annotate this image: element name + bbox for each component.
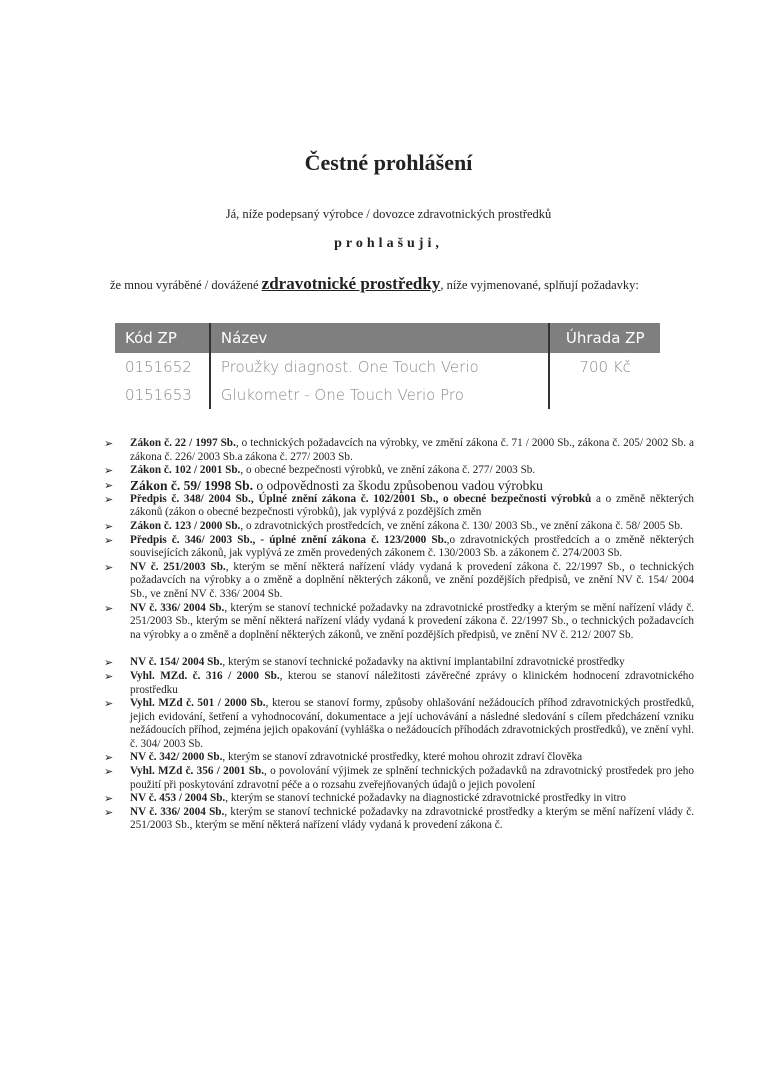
table-row xyxy=(115,381,660,409)
header-code: Kód ZP xyxy=(115,323,210,353)
arrow-bullet-icon: ➢ xyxy=(104,751,114,765)
list-item xyxy=(104,792,694,806)
law-text: , kterým se stanoví zdravotnické prostředky, které mohou ohrozit zdraví člověka xyxy=(222,751,583,764)
row-name: Proužky diagnost. One Touch Verio xyxy=(210,353,549,381)
law-text: , o povolování výjimek ze splnění technických požadavků na zdravotnický prostředek pro jeho použití při poskytování zdravotní péče a o rozsahu zveřejňovaných údajů o jejich povolení xyxy=(130,765,694,791)
arrow-bullet-icon: ➢ xyxy=(104,533,114,547)
intro-suffix: , níže vyjmenované, splňují požadavky: xyxy=(440,278,639,292)
list-item xyxy=(104,493,694,520)
law-title: NV č. 453 / 2004 Sb. xyxy=(130,792,226,805)
law-text: , kterým se stanoví technické požadavky na diagnostické zdravotnické prostředky in vitro xyxy=(225,792,626,805)
list-item xyxy=(104,670,694,697)
law-title: NV č. 154/ 2004 Sb. xyxy=(130,656,223,669)
product-table xyxy=(115,323,660,409)
law-title: Zákon č. 59/ 1998 Sb. xyxy=(130,477,254,493)
law-text: , kterým se stanoví technické požadavky na zdravotnické prostředky a kterým se mění nařízení vlády č. 251/2003 Sb., kterým se mění některá nařízení vlády vydaná k provedení zákona č. 22/1997 Sb., o technických požadavcích na výrobky a o změně a doplnění některých zákonů, ve znění pozdějších předpisů, ve znění NV č. 212/ 2007 Sb. xyxy=(130,601,694,641)
list-item xyxy=(104,697,694,751)
table-row xyxy=(115,353,660,381)
arrow-bullet-icon: ➢ xyxy=(104,560,114,574)
arrow-bullet-icon: ➢ xyxy=(104,792,114,806)
arrow-bullet-icon: ➢ xyxy=(104,805,114,819)
list-item xyxy=(104,751,694,765)
arrow-bullet-icon: ➢ xyxy=(104,601,114,615)
law-title: Vyhl. MZd č. 501 / 2000 Sb. xyxy=(130,697,266,710)
law-text: , o obecné bezpečnosti výrobků, ve znění zákona č. 277/ 2003 Sb. xyxy=(240,464,536,477)
law-text: , kterým se stanoví technické požadavky na zdravotnické prostředky a kterým se mění nařízení vlády č. 251/2003 Sb., kterým se mění některá nařízení vlády vydaná k provedení zákona č. xyxy=(130,805,694,832)
law-title: NV č. 342/ 2000 Sb. xyxy=(130,751,223,764)
law-title: Vyhl. MZd č. 356 / 2001 Sb. xyxy=(130,765,265,778)
law-title: Předpis č. 346/ 2003 Sb., - úplné znění zákona č. 123/2000 Sb. xyxy=(130,533,447,546)
arrow-bullet-icon: ➢ xyxy=(104,492,114,506)
row-price xyxy=(549,381,660,409)
intro-emphasis: zdravotnické prostředky xyxy=(261,274,441,293)
row-name: Glukometr - One Touch Verio Pro xyxy=(210,381,549,409)
law-text: , o zdravotnických prostředcích, ve znění zákona č. 130/ 2003 Sb., ve znění zákona č. 58/ 2005 Sb. xyxy=(240,519,683,532)
list-item xyxy=(104,534,694,561)
list-item xyxy=(104,520,694,534)
list-item xyxy=(104,561,694,602)
law-title: NV č. 336/ 2004 Sb. xyxy=(130,805,225,818)
row-code: 0151652 xyxy=(125,358,192,376)
law-list xyxy=(104,437,694,833)
law-text: , o technických požadavcích na výrobky, ve změní zákona č. 71 / 2000 Sb., zákona č. 205/ 2002 Sb. a zákona č. 226/ 2003 Sb.a zákona č. 277/ 2003 Sb. xyxy=(130,437,694,463)
list-item xyxy=(104,806,694,833)
intro-declarant: Já, níže podepsaný výrobce / dovozce zdravotnických prostředků xyxy=(225,207,552,221)
law-text: ,o zdravotnických prostředcích a o změně některých souvisejících zákonů, jak vyplývá ze změn provedených zákonem č. 130/2003 Sb. a zákonem č. 274/2003 Sb. xyxy=(130,533,694,560)
table-header-row xyxy=(115,323,660,353)
arrow-bullet-icon: ➢ xyxy=(104,478,114,492)
law-title: Předpis č. 348/ 2004 Sb., Úplné znění zákona č. 102/2001 Sb., o obecné bezpečnosti výrobků xyxy=(130,492,592,505)
intro-statement xyxy=(110,274,750,294)
row-price: 700 Kč xyxy=(549,353,660,381)
law-text: , kterým se stanoví technické požadavky na aktivní implantabilní zdravotnické prostředky xyxy=(222,656,625,669)
list-item xyxy=(104,656,694,670)
page-title: Čestné prohlášení xyxy=(304,150,473,175)
law-title: Vyhl. MZd. č. 316 / 2000 Sb. xyxy=(130,669,280,682)
list-item xyxy=(104,478,694,493)
law-text: , kterou se stanoví formy, způsoby ohlašování nežádoucích příhod zdravotnických prostředků, jejich evidování, šetření a vyhodnocování, dokumentace a její uchovávání a následné sledování s cílem předcházení vzniku nežádoucích příhod, zejména jejich opakování (vyhláška o nežádoucích příhodách zdravotnických prostředků), ve znění vyhl. č. 304/ 2003 Sb. xyxy=(130,697,694,750)
list-item xyxy=(104,602,694,643)
arrow-bullet-icon: ➢ xyxy=(104,464,114,478)
row-code: 0151653 xyxy=(125,386,192,404)
arrow-bullet-icon: ➢ xyxy=(104,656,114,670)
arrow-bullet-icon: ➢ xyxy=(104,519,114,533)
arrow-bullet-icon: ➢ xyxy=(104,437,114,450)
law-text: , kterou se stanoví náležitosti závěrečné zprávy o klinickém hodnocení zdravotnického prostředku xyxy=(130,669,694,696)
arrow-bullet-icon: ➢ xyxy=(104,669,114,683)
law-title: Zákon č. 123 / 2000 Sb. xyxy=(130,519,241,532)
law-text: o odpovědnosti za škodu způsobenou vadou výrobku xyxy=(253,477,543,493)
list-item xyxy=(104,437,694,464)
arrow-bullet-icon: ➢ xyxy=(104,697,114,711)
header-name: Název xyxy=(210,323,549,353)
law-title: Zákon č. 102 / 2001 Sb. xyxy=(130,464,241,477)
law-text: a o změně některých zákonů (zákon o obecné bezpečnosti výrobků), jak vyplývá z pozdějších změn xyxy=(130,492,694,519)
intro-prefix: že mnou vyráběné / dovážené xyxy=(110,278,262,292)
header-price: Úhrada ZP xyxy=(549,323,660,353)
law-title: NV č. 251/2003 Sb. xyxy=(130,560,226,573)
intro-declare: prohlašuji, xyxy=(334,236,443,251)
list-item xyxy=(104,765,694,792)
law-title: Zákon č. 22 / 1997 Sb. xyxy=(130,437,236,449)
list-item xyxy=(104,464,694,478)
law-text: , kterým se mění některá nařízení vlády vydaná k provedení zákona č. 22/1997 Sb., o technických požadavcích na výrobky a o změně a doplnění některých zákonů, ve znění pozdějších předpisů, ve znění NV č. 154/ 2004 Sb., ve znění NV č. 336/ 2004 Sb. xyxy=(130,560,694,600)
law-title: NV č. 336/ 2004 Sb. xyxy=(130,601,225,614)
arrow-bullet-icon: ➢ xyxy=(104,765,114,779)
